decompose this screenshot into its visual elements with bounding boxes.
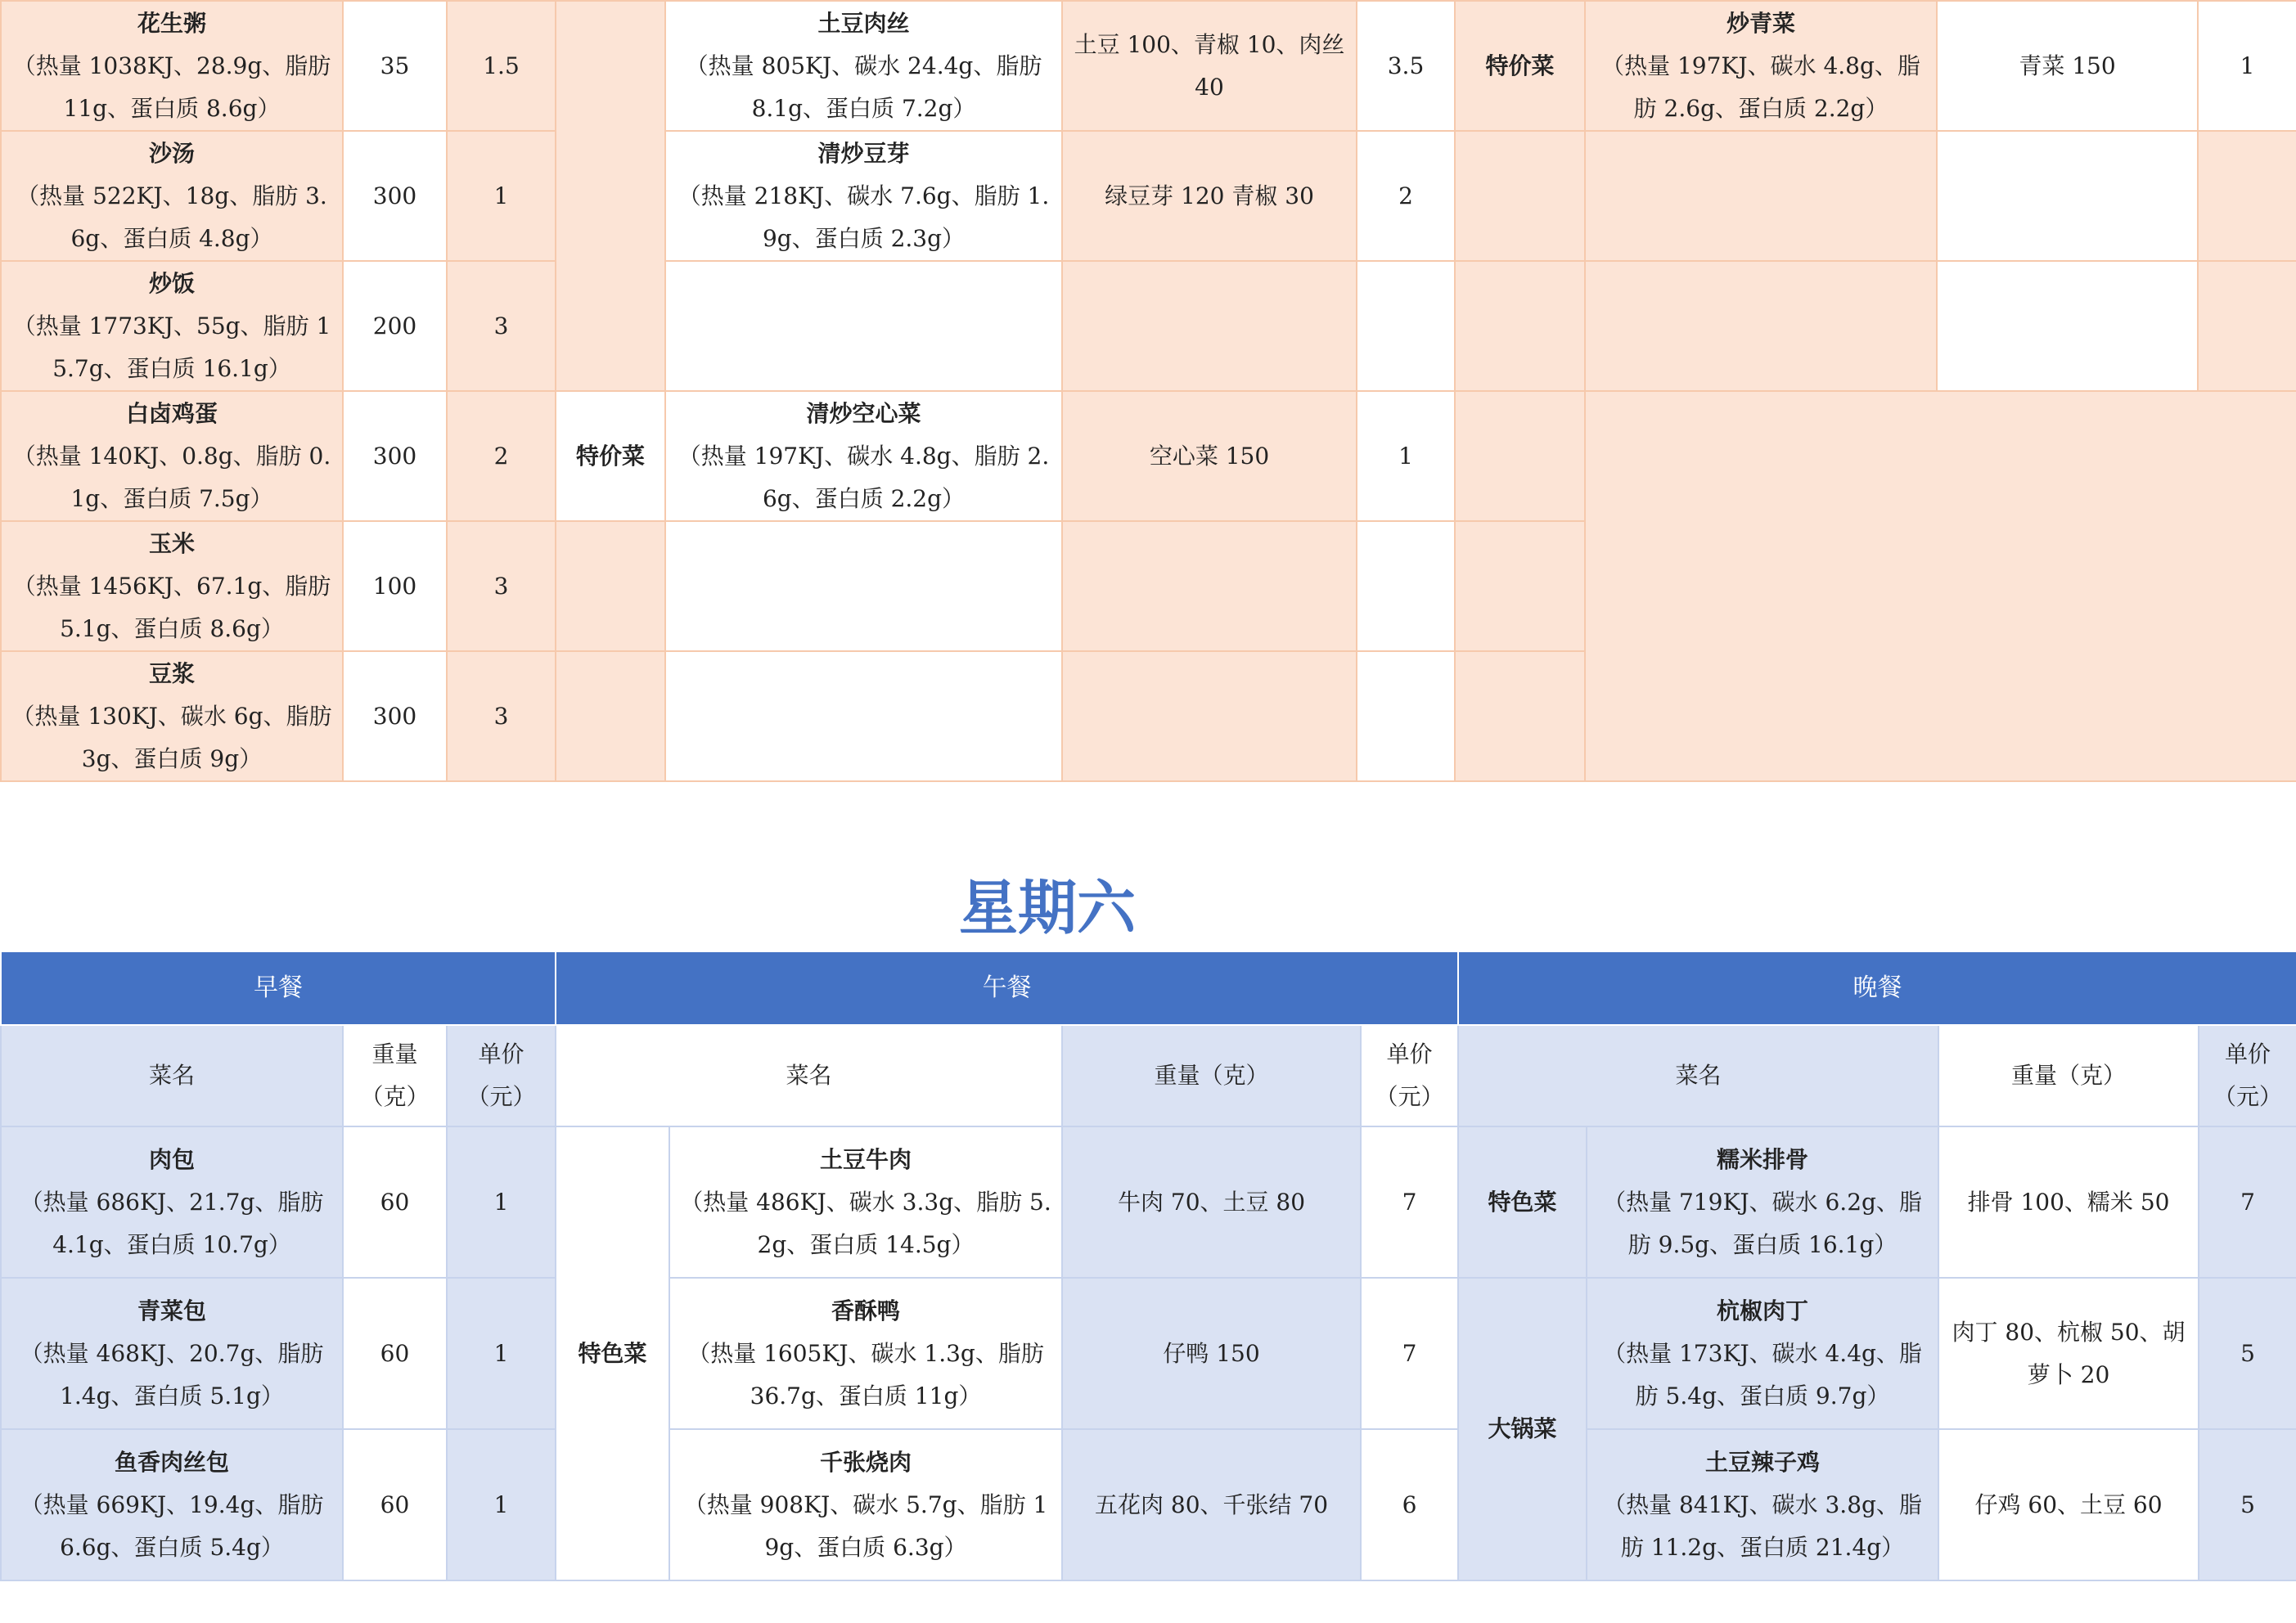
- category-cell: 大锅菜: [1458, 1278, 1587, 1580]
- weight-cell: 肉丁 80、杭椒 50、胡萝卜 20: [1938, 1278, 2199, 1429]
- dish-nutrition: （热量 669KJ、19.4g、脂肪 6.6g、蛋白质 5.4g）: [20, 1490, 324, 1561]
- dish-nutrition: （热量 908KJ、碳水 5.7g、脂肪 19g、蛋白质 6.3g）: [683, 1490, 1048, 1561]
- dish-name: 青菜包: [137, 1297, 206, 1324]
- weight-cell: 60: [343, 1429, 447, 1580]
- category-cell: [556, 1, 665, 391]
- column-header-weight: 重量（克）: [343, 1025, 447, 1126]
- dish-cell: [669, 1429, 1062, 1580]
- previous-day-menu-table: [0, 0, 2296, 782]
- dish-nutrition: （热量 805KJ、碳水 24.4g、脂肪 8.1g、蛋白质 7.2g）: [685, 52, 1042, 122]
- dish-name: 鱼香肉丝包: [114, 1448, 229, 1476]
- dish-name: 土豆肉丝: [817, 9, 910, 37]
- price-cell: 7: [2199, 1126, 2296, 1278]
- dish-name: 杭椒肉丁: [1717, 1297, 1809, 1324]
- dish-cell: [1585, 1, 1937, 131]
- price-cell: [2198, 261, 2296, 391]
- dish-cell: [1, 521, 343, 651]
- price-cell: 3: [447, 261, 556, 391]
- dish-cell: [1587, 1126, 1938, 1278]
- dish-name: 清炒豆芽: [817, 139, 910, 167]
- weight-cell: [1062, 521, 1357, 651]
- column-header-weight: 重量（克）: [1062, 1025, 1361, 1126]
- dish-name: 白卤鸡蛋: [125, 399, 218, 427]
- dish-nutrition: （热量 140KJ、0.8g、脂肪 0.1g、蛋白质 7.5g）: [12, 442, 331, 512]
- table-row: [1, 1, 2296, 131]
- saturday-menu-table: [0, 951, 2296, 1581]
- dish-cell: [1585, 261, 1937, 391]
- table-row: [1, 261, 2296, 391]
- weight-cell: 空心菜 150: [1062, 391, 1357, 521]
- dish-name: 糯米排骨: [1717, 1145, 1809, 1173]
- dish-nutrition: （热量 468KJ、20.7g、脂肪 1.4g、蛋白质 5.1g）: [20, 1339, 324, 1409]
- dish-nutrition: （热量 1038KJ、28.9g、脂肪 11g、蛋白质 8.6g）: [12, 52, 331, 122]
- weight-cell: [1062, 651, 1357, 781]
- price-cell: [1357, 651, 1455, 781]
- weight-cell: 60: [343, 1278, 447, 1429]
- table-row: [1, 131, 2296, 261]
- price-cell: 1: [447, 131, 556, 261]
- category-cell: [1455, 391, 1585, 521]
- table-row: [1, 1278, 2296, 1429]
- dinner-header: 晚餐: [1458, 951, 2296, 1025]
- category-cell: [1455, 651, 1585, 781]
- dish-nutrition: （热量 686KJ、21.7g、脂肪 4.1g、蛋白质 10.7g）: [20, 1188, 324, 1258]
- price-cell: 3: [447, 521, 556, 651]
- dish-name: 玉米: [148, 529, 195, 557]
- column-header-name: 菜名: [1458, 1025, 1938, 1126]
- weight-cell: 仔鸭 150: [1062, 1278, 1361, 1429]
- weight-cell: 200: [343, 261, 447, 391]
- dish-nutrition: （热量 197KJ、碳水 4.8g、脂肪 2.6g、蛋白质 2.2g）: [1601, 52, 1920, 122]
- weight-cell: 300: [343, 651, 447, 781]
- column-header-price: 单价（元）: [447, 1025, 556, 1126]
- table-row: [1, 1429, 2296, 1580]
- price-cell: 1: [2198, 1, 2296, 131]
- dish-cell: [665, 1, 1062, 131]
- weight-cell: 300: [343, 391, 447, 521]
- dish-name: 香酥鸭: [831, 1297, 901, 1324]
- dish-nutrition: （热量 1605KJ、碳水 1.3g、脂肪 36.7g、蛋白质 11g）: [687, 1339, 1044, 1409]
- dish-name: 沙汤: [148, 139, 195, 167]
- dish-cell: [665, 521, 1062, 651]
- weight-cell: [1062, 261, 1357, 391]
- saturday-title: 星期六: [958, 874, 1136, 942]
- dish-cell: [665, 651, 1062, 781]
- column-header-weight: 重量（克）: [1938, 1025, 2199, 1126]
- dish-nutrition: （热量 173KJ、碳水 4.4g、脂肪 5.4g、蛋白质 9.7g）: [1603, 1339, 1922, 1409]
- dish-nutrition: （热量 486KJ、碳水 3.3g、脂肪 5.2g、蛋白质 14.5g）: [680, 1188, 1051, 1258]
- dish-name: 炒青菜: [1726, 9, 1795, 37]
- dish-name: 土豆辣子鸡: [1705, 1448, 1821, 1476]
- column-header-row: [1, 1025, 2296, 1126]
- weight-cell: 五花肉 80、千张结 70: [1062, 1429, 1361, 1580]
- category-cell: 特色菜: [556, 1126, 669, 1580]
- dish-name: 清炒空心菜: [806, 399, 921, 427]
- empty-block: [1585, 391, 2296, 781]
- dish-cell: [1, 1429, 343, 1580]
- dish-name: 千张烧肉: [820, 1448, 912, 1476]
- category-cell: [556, 521, 665, 651]
- dish-nutrition: （热量 522KJ、18g、脂肪 3.6g、蛋白质 4.8g）: [16, 182, 327, 252]
- dish-nutrition: （热量 841KJ、碳水 3.8g、脂肪 11.2g、蛋白质 21.4g）: [1603, 1490, 1922, 1561]
- category-cell: [1455, 521, 1585, 651]
- dish-nutrition: （热量 1773KJ、55g、脂肪 15.7g、蛋白质 16.1g）: [12, 312, 331, 382]
- dish-name: 炒饭: [148, 269, 195, 297]
- price-cell: 1: [447, 1429, 556, 1580]
- table-row: [1, 391, 2296, 521]
- dish-name: 豆浆: [148, 659, 195, 687]
- dish-cell: [1, 1, 343, 131]
- category-cell: 特价菜: [1455, 1, 1585, 131]
- weight-cell: 300: [343, 131, 447, 261]
- price-cell: 6: [1361, 1429, 1458, 1580]
- column-header-price: 单价（元）: [2199, 1025, 2296, 1126]
- weight-cell: 100: [343, 521, 447, 651]
- price-cell: 1: [1357, 391, 1455, 521]
- dish-cell: [1587, 1429, 1938, 1580]
- price-cell: 1: [447, 1126, 556, 1278]
- dish-cell: [669, 1126, 1062, 1278]
- price-cell: 2: [1357, 131, 1455, 261]
- weight-cell: 绿豆芽 120 青椒 30: [1062, 131, 1357, 261]
- dish-name: 花生粥: [137, 9, 206, 37]
- dish-cell: [669, 1278, 1062, 1429]
- category-cell: [1455, 261, 1585, 391]
- dish-cell: [665, 261, 1062, 391]
- price-cell: 1: [447, 1278, 556, 1429]
- price-cell: 2: [447, 391, 556, 521]
- dish-name: 土豆牛肉: [820, 1145, 912, 1173]
- column-header-name: 菜名: [556, 1025, 1062, 1126]
- lunch-header: 午餐: [556, 951, 1458, 1025]
- dish-cell: [665, 131, 1062, 261]
- dish-nutrition: （热量 218KJ、碳水 7.6g、脂肪 1.9g、蛋白质 2.3g）: [678, 182, 1050, 252]
- category-cell: 特色菜: [1458, 1126, 1587, 1278]
- price-cell: 7: [1361, 1126, 1458, 1278]
- table-row: [1, 1126, 2296, 1278]
- price-cell: [1357, 261, 1455, 391]
- price-cell: 3: [447, 651, 556, 781]
- meal-header-row: [1, 951, 2296, 1025]
- dish-nutrition: （热量 197KJ、碳水 4.8g、脂肪 2.6g、蛋白质 2.2g）: [678, 442, 1050, 512]
- category-cell: [1455, 131, 1585, 261]
- weight-cell: 青菜 150: [1937, 1, 2198, 131]
- category-cell: 特价菜: [556, 391, 665, 521]
- category-cell: [556, 651, 665, 781]
- weight-cell: 土豆 100、青椒 10、肉丝 40: [1062, 1, 1357, 131]
- dish-nutrition: （热量 130KJ、碳水 6g、脂肪 3g、蛋白质 9g）: [11, 702, 332, 772]
- dish-name: 肉包: [148, 1145, 195, 1173]
- dish-cell: [665, 391, 1062, 521]
- price-cell: 1.5: [447, 1, 556, 131]
- weight-cell: 仔鸡 60、土豆 60: [1938, 1429, 2199, 1580]
- weight-cell: 35: [343, 1, 447, 131]
- weight-cell: [1937, 261, 2198, 391]
- dish-cell: [1587, 1278, 1938, 1429]
- price-cell: [2198, 131, 2296, 261]
- price-cell: 5: [2199, 1278, 2296, 1429]
- column-header-price: 单价（元）: [1361, 1025, 1458, 1126]
- price-cell: 3.5: [1357, 1, 1455, 131]
- dish-cell: [1585, 131, 1937, 261]
- weight-cell: 60: [343, 1126, 447, 1278]
- dish-cell: [1, 261, 343, 391]
- dish-nutrition: （热量 719KJ、碳水 6.2g、脂肪 9.5g、蛋白质 16.1g）: [1603, 1188, 1922, 1258]
- breakfast-header: 早餐: [1, 951, 556, 1025]
- dish-cell: [1, 391, 343, 521]
- price-cell: 7: [1361, 1278, 1458, 1429]
- dish-cell: [1, 1278, 343, 1429]
- dish-cell: [1, 1126, 343, 1278]
- dish-cell: [1, 651, 343, 781]
- weight-cell: 排骨 100、糯米 50: [1938, 1126, 2199, 1278]
- column-header-name: 菜名: [1, 1025, 343, 1126]
- dish-cell: [1, 131, 343, 261]
- weight-cell: [1937, 131, 2198, 261]
- dish-nutrition: （热量 1456KJ、67.1g、脂肪 5.1g、蛋白质 8.6g）: [12, 572, 331, 642]
- weight-cell: 牛肉 70、土豆 80: [1062, 1126, 1361, 1278]
- price-cell: [1357, 521, 1455, 651]
- price-cell: 5: [2199, 1429, 2296, 1580]
